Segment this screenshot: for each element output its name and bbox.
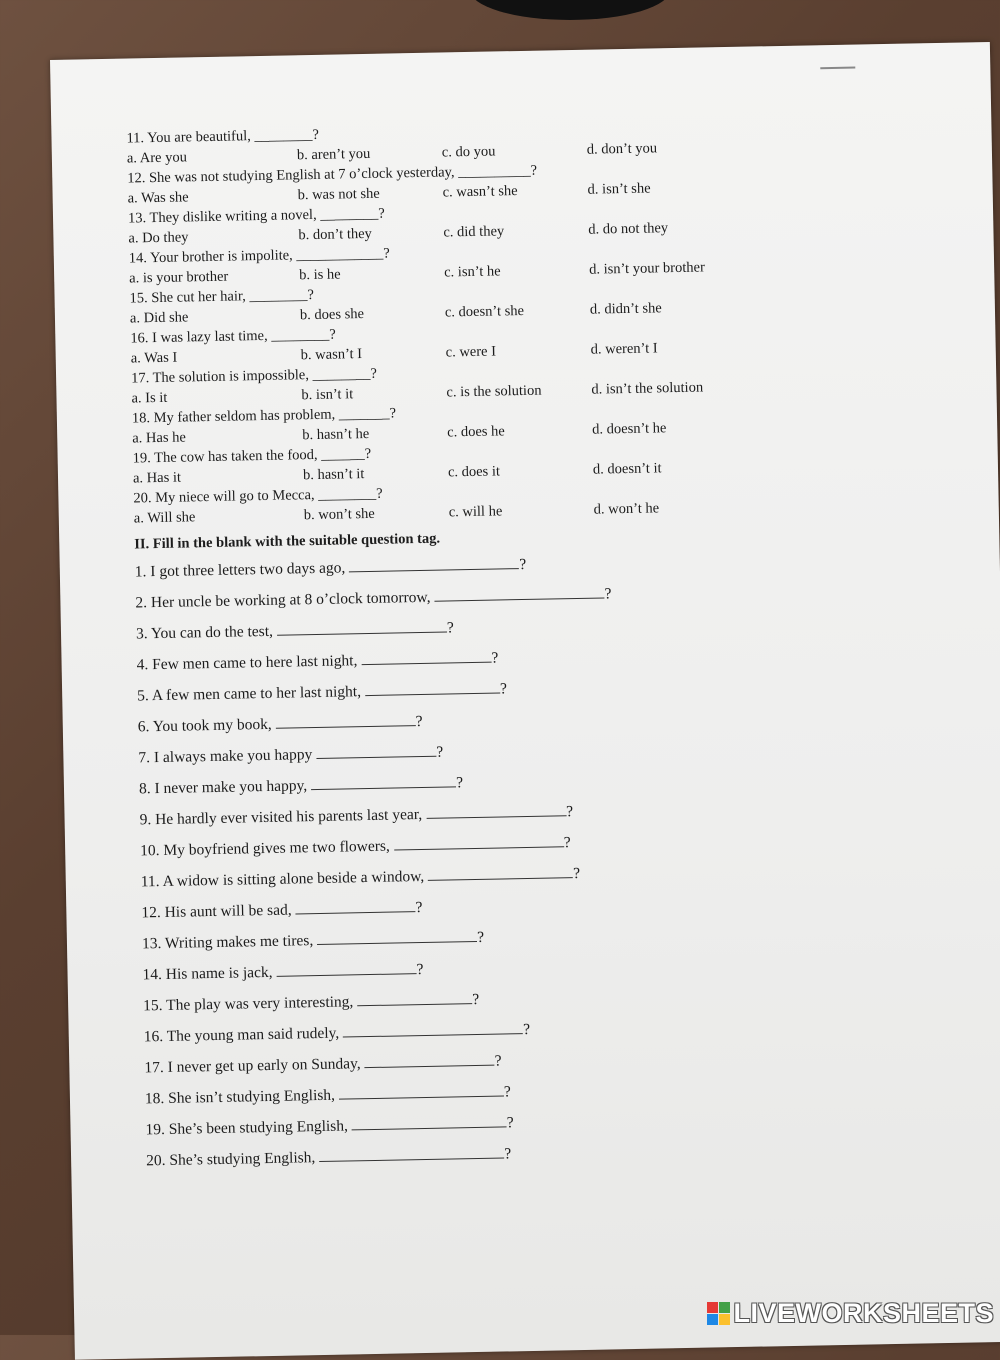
- answer-blank[interactable]: [343, 1017, 523, 1037]
- option-a: a. Are you: [126, 149, 188, 167]
- fill-item-text: 15. The play was very interesting,: [143, 993, 354, 1015]
- answer-blank[interactable]: [319, 1141, 504, 1162]
- option-c: c. isn’t he: [443, 263, 501, 281]
- option-d: d. won’t he: [593, 500, 660, 518]
- option-b: b. hasn’t it: [302, 466, 365, 484]
- answer-blank[interactable]: [316, 740, 436, 759]
- answer-blank[interactable]: [276, 957, 416, 977]
- question-mark: ?: [563, 834, 571, 852]
- fill-item-text: 18. She isn’t studying English,: [144, 1086, 336, 1108]
- option-d: d. doesn’t he: [592, 420, 667, 438]
- option-b: b. was not she: [297, 185, 380, 204]
- fill-item-text: 4. Few men came to here last night,: [136, 652, 358, 674]
- option-b: b. won’t she: [303, 505, 375, 524]
- option-b: b. aren’t you: [296, 145, 371, 164]
- fill-item-text: 13. Writing makes me tires,: [141, 932, 314, 953]
- option-d: d. isn’t she: [587, 180, 651, 198]
- fill-item-text: 11. A widow is sitting alone beside a window,: [140, 867, 425, 891]
- question-mark: ?: [415, 899, 423, 917]
- question-mark: ?: [499, 680, 508, 698]
- question-mark: ?: [503, 1083, 511, 1101]
- answer-blank[interactable]: [339, 1079, 504, 1099]
- answer-blank[interactable]: [394, 830, 564, 850]
- answer-blank[interactable]: [434, 581, 604, 601]
- fill-item-text: 16. The young man said rudely,: [143, 1024, 340, 1046]
- option-a: a. Is it: [131, 389, 168, 407]
- question-mark: ?: [455, 774, 464, 792]
- option-c: c. does it: [447, 463, 501, 481]
- option-d: d. isn’t the solution: [591, 379, 704, 398]
- option-b: b. hasn’t he: [302, 425, 370, 444]
- option-a: a. Was she: [127, 189, 189, 207]
- option-b: b. does she: [299, 306, 365, 324]
- worksheet-paper: [50, 42, 1000, 1360]
- fill-item-text: 10. My boyfriend gives me two flowers,: [140, 837, 391, 860]
- question-mark: ?: [519, 555, 527, 574]
- question-mark: ?: [436, 743, 444, 761]
- mcq-question: 18. My father seldom has problem, _______?: [131, 405, 397, 427]
- logo-icon: [707, 1302, 730, 1325]
- question-mark: ?: [472, 990, 480, 1009]
- question-mark: ?: [604, 585, 612, 603]
- fill-item-text: 12. His aunt will be sad,: [141, 901, 292, 922]
- option-c: c. were I: [445, 343, 497, 361]
- watermark-text: LIVEWORKSHEETS: [733, 1298, 994, 1328]
- question-mark: ?: [506, 1114, 514, 1132]
- mcq-question: 17. The solution is impossible, ________?: [130, 365, 378, 387]
- dark-object: [470, 0, 670, 20]
- option-b: b. wasn’t I: [300, 346, 363, 364]
- answer-blank[interactable]: [364, 1049, 494, 1068]
- answer-blank[interactable]: [428, 861, 573, 881]
- fill-item-text: 14. His name is jack,: [142, 963, 273, 984]
- option-d: d. do not they: [588, 220, 669, 238]
- answer-blank[interactable]: [365, 676, 500, 696]
- option-a: a. is your brother: [129, 268, 229, 287]
- question-mark: ?: [522, 1020, 531, 1039]
- question-mark: ?: [572, 864, 581, 883]
- option-a: a. Will she: [133, 509, 196, 527]
- question-mark: ?: [415, 712, 423, 731]
- section-title: II. Fill in the blank with the suitable question tag.: [134, 530, 441, 553]
- mcq-question: 15. She cut her hair, ________?: [129, 286, 314, 307]
- mcq-question: 11. You are beautiful, ________?: [126, 126, 320, 147]
- fill-item-text: 20. She’s studying English,: [145, 1149, 316, 1170]
- pen-mark: [820, 67, 855, 70]
- option-a: a. Did she: [129, 309, 189, 327]
- answer-blank[interactable]: [295, 895, 415, 914]
- option-a: a. Do they: [128, 229, 189, 247]
- liveworksheets-logo: [707, 1298, 994, 1329]
- option-b: b. isn’t it: [301, 386, 354, 404]
- mcq-question: 19. The cow has taken the food, ______?: [132, 445, 372, 467]
- mcq-question: 16. I was lazy last time, ________?: [130, 326, 336, 347]
- option-a: a. Has it: [132, 469, 182, 487]
- answer-blank[interactable]: [352, 1110, 507, 1130]
- option-c: c. is the solution: [446, 382, 542, 401]
- fill-item-text: 19. She’s been studying English,: [145, 1117, 349, 1139]
- answer-blank[interactable]: [357, 987, 472, 1006]
- fill-item-text: 8. I never make you happy,: [138, 777, 308, 798]
- option-d: d. doesn’t it: [592, 460, 662, 478]
- fill-item-text: 7. I always make you happy: [138, 746, 313, 767]
- option-d: d. didn’t she: [589, 300, 662, 318]
- mcq-question: 13. They dislike writing a novel, ________?: [127, 205, 385, 227]
- answer-blank[interactable]: [361, 646, 491, 665]
- answer-blank[interactable]: [426, 799, 566, 819]
- question-mark: ?: [446, 619, 454, 637]
- option-c: c. will he: [448, 503, 503, 521]
- fill-item-text: 1. I got three letters two days ago,: [134, 559, 346, 581]
- answer-blank[interactable]: [277, 615, 447, 635]
- option-d: d. don’t you: [586, 140, 658, 158]
- fill-item-text: 9. He hardly ever visited his parents last year,: [139, 805, 423, 829]
- option-c: c. did they: [443, 223, 505, 241]
- fill-item-text: 2. Her uncle be working at 8 o’clock tomorrow,: [135, 588, 431, 612]
- answer-blank[interactable]: [349, 552, 519, 572]
- mcq-question: 12. She was not studying English at 7 o’clock yesterday, __________?: [127, 162, 538, 187]
- option-b: b. don’t they: [298, 225, 372, 244]
- question-mark: ?: [504, 1145, 512, 1163]
- option-a: a. Was I: [130, 349, 178, 367]
- answer-blank[interactable]: [317, 925, 477, 945]
- worksheet-content: [126, 119, 705, 1176]
- answer-blank[interactable]: [311, 770, 456, 790]
- option-c: c. does he: [447, 423, 505, 441]
- mcq-question: 14. Your brother is impolite, ____________?: [128, 245, 390, 267]
- question-mark: ?: [494, 1052, 502, 1070]
- option-a: a. Has he: [132, 429, 186, 447]
- option-c: c. doesn’t she: [444, 302, 525, 321]
- question-mark: ?: [565, 803, 574, 821]
- fill-item-text: 17. I never get up early on Sunday,: [144, 1055, 361, 1077]
- question-mark: ?: [491, 649, 499, 667]
- question-mark: ?: [477, 928, 485, 946]
- fill-item-text: 6. You took my book,: [137, 715, 272, 736]
- multiple-choice-section: [126, 119, 705, 528]
- fill-item-text: 5. A few men came to her last night,: [137, 683, 362, 705]
- mcq-question: 20. My niece will go to Mecca, ________?: [133, 485, 383, 507]
- question-mark: ?: [416, 961, 424, 979]
- option-b: b. is he: [299, 266, 341, 284]
- option-c: c. do you: [441, 143, 496, 161]
- answer-blank[interactable]: [275, 709, 415, 729]
- option-d: d. weren’t I: [590, 340, 658, 358]
- option-c: c. wasn’t she: [442, 183, 518, 201]
- option-d: d. isn’t your brother: [588, 259, 705, 278]
- fill-blank-section: [135, 547, 623, 1176]
- fill-item-text: 3. You can do the test,: [135, 622, 274, 643]
